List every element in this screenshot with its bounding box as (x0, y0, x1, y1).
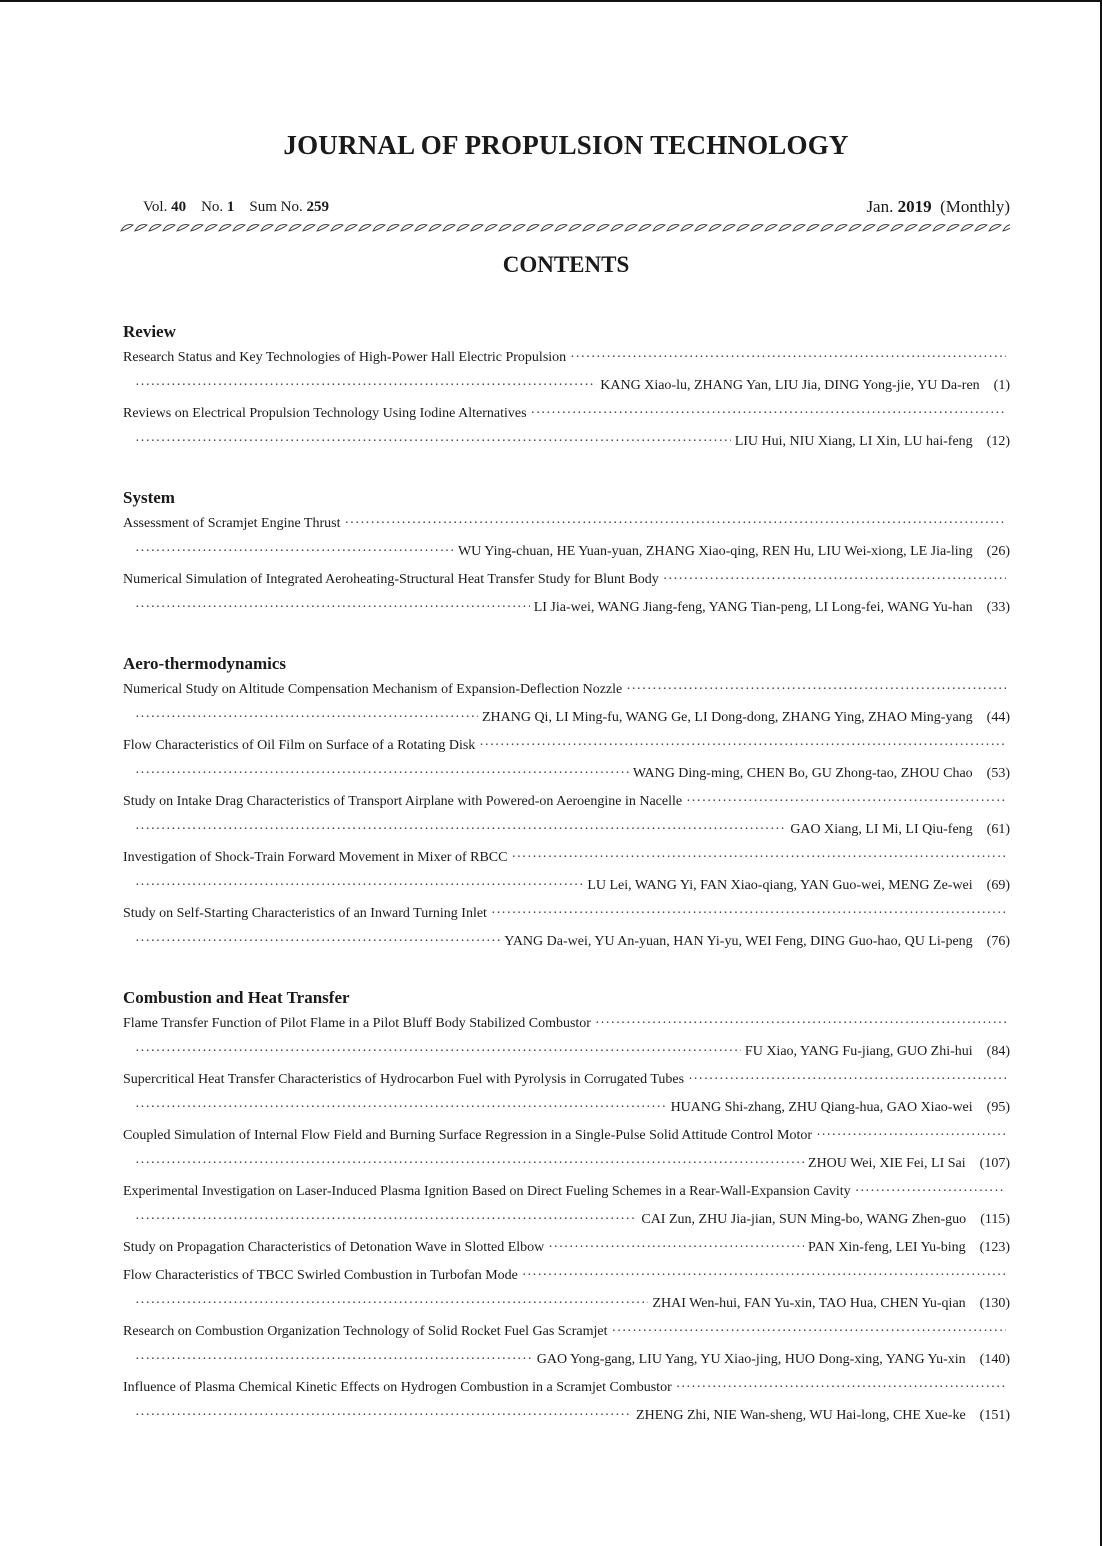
dot-leader (135, 928, 500, 956)
section-title: Review (123, 322, 176, 341)
article-page: (12) (986, 434, 1010, 449)
dot-leader (345, 510, 1007, 538)
article-authors: GAO Xiang, LI Mi, LI Qiu-feng (790, 822, 973, 837)
dot-leader (135, 1150, 804, 1178)
dot-leader (479, 732, 1006, 760)
article-authors: HUANG Shi-zhang, ZHU Qiang-hua, GAO Xiao-wei (670, 1100, 973, 1115)
article-title: Supercritical Heat Transfer Characteristics of Hydrocarbon Fuel with Pyrolysis in Corrugated Tubes (123, 1072, 685, 1087)
article-authors: GAO Yong-gang, LIU Yang, YU Xiao-jing, HUO Dong-xing, YANG Yu-xin (536, 1352, 966, 1367)
toc-entry-title-line (123, 344, 1010, 372)
toc-entry-author-line (123, 760, 1010, 788)
article-title: Study on Self-Starting Characteristics of an Inward Turning Inlet (123, 906, 487, 921)
toc-entry-author-line (123, 1290, 1010, 1318)
toc-entry-title-line (123, 732, 1010, 760)
section-gap (123, 956, 1010, 986)
article-page: (69) (986, 878, 1010, 893)
issue-date (866, 197, 1010, 217)
dot-leader (135, 1094, 667, 1122)
article-title: Research Status and Key Technologies of High-Power Hall Electric Propulsion (123, 350, 567, 365)
dot-leader (548, 1234, 804, 1262)
dot-leader (626, 676, 1006, 704)
article-authors: PAN Xin-feng, LEI Yu-bing (808, 1240, 966, 1255)
article-page: (26) (986, 544, 1010, 559)
page-top-border (0, 0, 1102, 2)
toc-entry-title-line (123, 566, 1010, 594)
article-title: Investigation of Shock-Train Forward Movement in Mixer of RBCC (123, 850, 508, 865)
article-title: Flame Transfer Function of Pilot Flame in a Pilot Bluff Body Stabilized Combustor (123, 1016, 591, 1031)
dot-leader (135, 816, 786, 844)
section-gap (123, 456, 1010, 486)
article-page: (151) (979, 1408, 1010, 1423)
article-authors: LI Jia-wei, WANG Jiang-feng, YANG Tian-peng, LI Long-fei, WANG Yu-han (533, 600, 973, 615)
article-page: (107) (979, 1156, 1010, 1171)
article-page: (84) (986, 1044, 1010, 1059)
dot-leader (135, 538, 454, 566)
toc-entry-title-line (123, 400, 1010, 428)
article-page: (115) (980, 1212, 1010, 1227)
dot-leader (570, 344, 1006, 372)
toc-entry-author-line (123, 816, 1010, 844)
dot-leader (135, 760, 629, 788)
toc-entry-title-line (123, 900, 1010, 928)
issue-year: 2019 (897, 197, 932, 216)
section-gap (123, 622, 1010, 652)
vol-label: Vol. (143, 199, 168, 215)
dot-leader (135, 1290, 648, 1318)
toc-section (123, 986, 1010, 1430)
section-title: System (123, 488, 175, 507)
toc-entry-title-line (123, 788, 1010, 816)
dot-leader (511, 844, 1006, 872)
toc-entry-author-line (123, 594, 1010, 622)
article-page: (76) (986, 934, 1010, 949)
dot-leader (135, 372, 596, 400)
toc-entry-author-line (123, 1038, 1010, 1066)
article-title: Experimental Investigation on Laser-Induced Plasma Ignition Based on Direct Fueling Schemes in a Rear-Wall-Expansion Cavity (123, 1184, 851, 1199)
toc-entry-title-line (123, 1374, 1010, 1402)
toc-entry-title-line (123, 1318, 1010, 1346)
article-page: (33) (986, 600, 1010, 615)
article-title: Coupled Simulation of Internal Flow Field and Burning Surface Regression in a Single-Pulse Solid Attitude Control Motor (123, 1128, 813, 1143)
dot-leader (663, 566, 1006, 594)
article-title: Study on Intake Drag Characteristics of Transport Airplane with Powered-on Aeroengine in Nacelle (123, 794, 683, 809)
toc-entry-author-line (123, 372, 1010, 400)
article-authors: ZHOU Wei, XIE Fei, LI Sai (808, 1156, 966, 1171)
article-title: Reviews on Electrical Propulsion Technology Using Iodine Alternatives (123, 406, 527, 421)
article-title: Numerical Simulation of Integrated Aeroheating-Structural Heat Transfer Study for Blunt Body (123, 572, 659, 587)
article-authors: ZHENG Zhi, NIE Wan-sheng, WU Hai-long, CHE Xue-ke (636, 1408, 966, 1423)
issue-number: 1 (226, 199, 235, 215)
issue-info (143, 199, 329, 216)
toc-section (123, 652, 1010, 956)
article-page: (1) (993, 378, 1010, 393)
article-page: (95) (986, 1100, 1010, 1115)
toc-entry-author-line (123, 1150, 1010, 1178)
article-page: (130) (979, 1296, 1010, 1311)
article-authors: KANG Xiao-lu, ZHANG Yan, LIU Jia, DING Yong-jie, YU Da-ren (600, 378, 980, 393)
dot-leader (135, 1038, 741, 1066)
toc-entry-author-line (123, 872, 1010, 900)
article-page: (44) (986, 710, 1010, 725)
section-title: Aero-thermodynamics (123, 654, 287, 673)
toc-entry-title-line (123, 676, 1010, 704)
dot-leader (135, 1206, 637, 1234)
article-title: Numerical Study on Altitude Compensation Mechanism of Expansion-Deflection Nozzle (123, 682, 623, 697)
article-authors: FU Xiao, YANG Fu-jiang, GUO Zhi-hui (744, 1044, 973, 1059)
toc-entry-title-line (123, 1010, 1010, 1038)
article-title: Flow Characteristics of TBCC Swirled Combustion in Turbofan Mode (123, 1268, 518, 1283)
table-of-contents (123, 320, 1010, 1430)
dot-leader (531, 400, 1006, 428)
toc-entry-title-line (123, 510, 1010, 538)
issue-month: Jan. (866, 197, 894, 216)
sum-number: 259 (306, 199, 330, 215)
toc-entry-title-line (123, 844, 1010, 872)
dot-leader (612, 1318, 1006, 1346)
dot-leader (816, 1122, 1006, 1150)
toc-entry-title-line (123, 1122, 1010, 1150)
article-authors: WANG Ding-ming, CHEN Bo, GU Zhong-tao, ZHOU Chao (632, 766, 973, 781)
vol-number: 40 (171, 199, 187, 215)
dot-leader (688, 1066, 1006, 1094)
toc-entry-author-line (123, 1346, 1010, 1374)
toc-entry-author-line (123, 1206, 1010, 1234)
article-authors: ZHANG Qi, LI Ming-fu, WANG Ge, LI Dong-dong, ZHANG Ying, ZHAO Ming-yang (481, 710, 973, 725)
article-authors: ZHAI Wen-hui, FAN Yu-xin, TAO Hua, CHEN Yu-qian (652, 1296, 966, 1311)
toc-entry-author-line (123, 538, 1010, 566)
sum-label: Sum No. (249, 199, 303, 215)
journal-title: JOURNAL OF PROPULSION TECHNOLOGY (283, 130, 849, 160)
article-authors: LU Lei, WANG Yi, FAN Xiao-qiang, YAN Guo-wei, MENG Ze-wei (587, 878, 973, 893)
dot-leader (135, 1402, 632, 1430)
article-authors: YANG Da-wei, YU An-yuan, HAN Yi-yu, WEI Feng, DING Guo-hao, QU Li-peng (504, 934, 973, 949)
dot-leader (135, 872, 583, 900)
article-page: (61) (986, 822, 1010, 837)
toc-section (123, 486, 1010, 622)
toc-entry-author-line (123, 1402, 1010, 1430)
dot-leader (135, 428, 731, 456)
toc-entry (123, 1234, 1010, 1262)
article-title: Study on Propagation Characteristics of Detonation Wave in Slotted Elbow (123, 1240, 545, 1255)
dot-leader (855, 1178, 1006, 1206)
article-page: (53) (986, 766, 1010, 781)
article-title: Influence of Plasma Chemical Kinetic Effects on Hydrogen Combustion in a Scramjet Combustor (123, 1380, 672, 1395)
contents-heading: CONTENTS (502, 252, 630, 277)
dot-leader (595, 1010, 1006, 1038)
ornamental-rule (120, 222, 1010, 234)
dot-leader (135, 1346, 533, 1374)
dot-leader (676, 1374, 1006, 1402)
toc-entry-author-line (123, 1094, 1010, 1122)
toc-entry-author-line (123, 928, 1010, 956)
toc-entry-title-line (123, 1262, 1010, 1290)
article-title: Flow Characteristics of Oil Film on Surface of a Rotating Disk (123, 738, 476, 753)
dot-leader (135, 704, 478, 732)
dot-leader (491, 900, 1006, 928)
article-page: (123) (979, 1240, 1010, 1255)
dot-leader (135, 594, 530, 622)
article-authors: WU Ying-chuan, HE Yuan-yuan, ZHANG Xiao-qing, REN Hu, LIU Wei-xiong, LE Jia-ling (457, 544, 973, 559)
dot-leader (522, 1262, 1006, 1290)
toc-entry-title-line (123, 1178, 1010, 1206)
dot-leader (686, 788, 1006, 816)
article-title: Research on Combustion Organization Technology of Solid Rocket Fuel Gas Scramjet (123, 1324, 608, 1339)
toc-entry-author-line (123, 704, 1010, 732)
article-title: Assessment of Scramjet Engine Thrust (123, 516, 341, 531)
article-page: (140) (979, 1352, 1010, 1367)
no-label: No. (201, 199, 224, 215)
article-authors: LIU Hui, NIU Xiang, LI Xin, LU hai-feng (734, 434, 973, 449)
toc-entry-title-line (123, 1066, 1010, 1094)
toc-entry-author-line (123, 428, 1010, 456)
section-title: Combustion and Heat Transfer (123, 988, 350, 1007)
issue-frequency: (Monthly) (940, 197, 1010, 216)
article-authors: CAI Zun, ZHU Jia-jian, SUN Ming-bo, WANG Zhen-guo (641, 1212, 967, 1227)
toc-section (123, 320, 1010, 456)
